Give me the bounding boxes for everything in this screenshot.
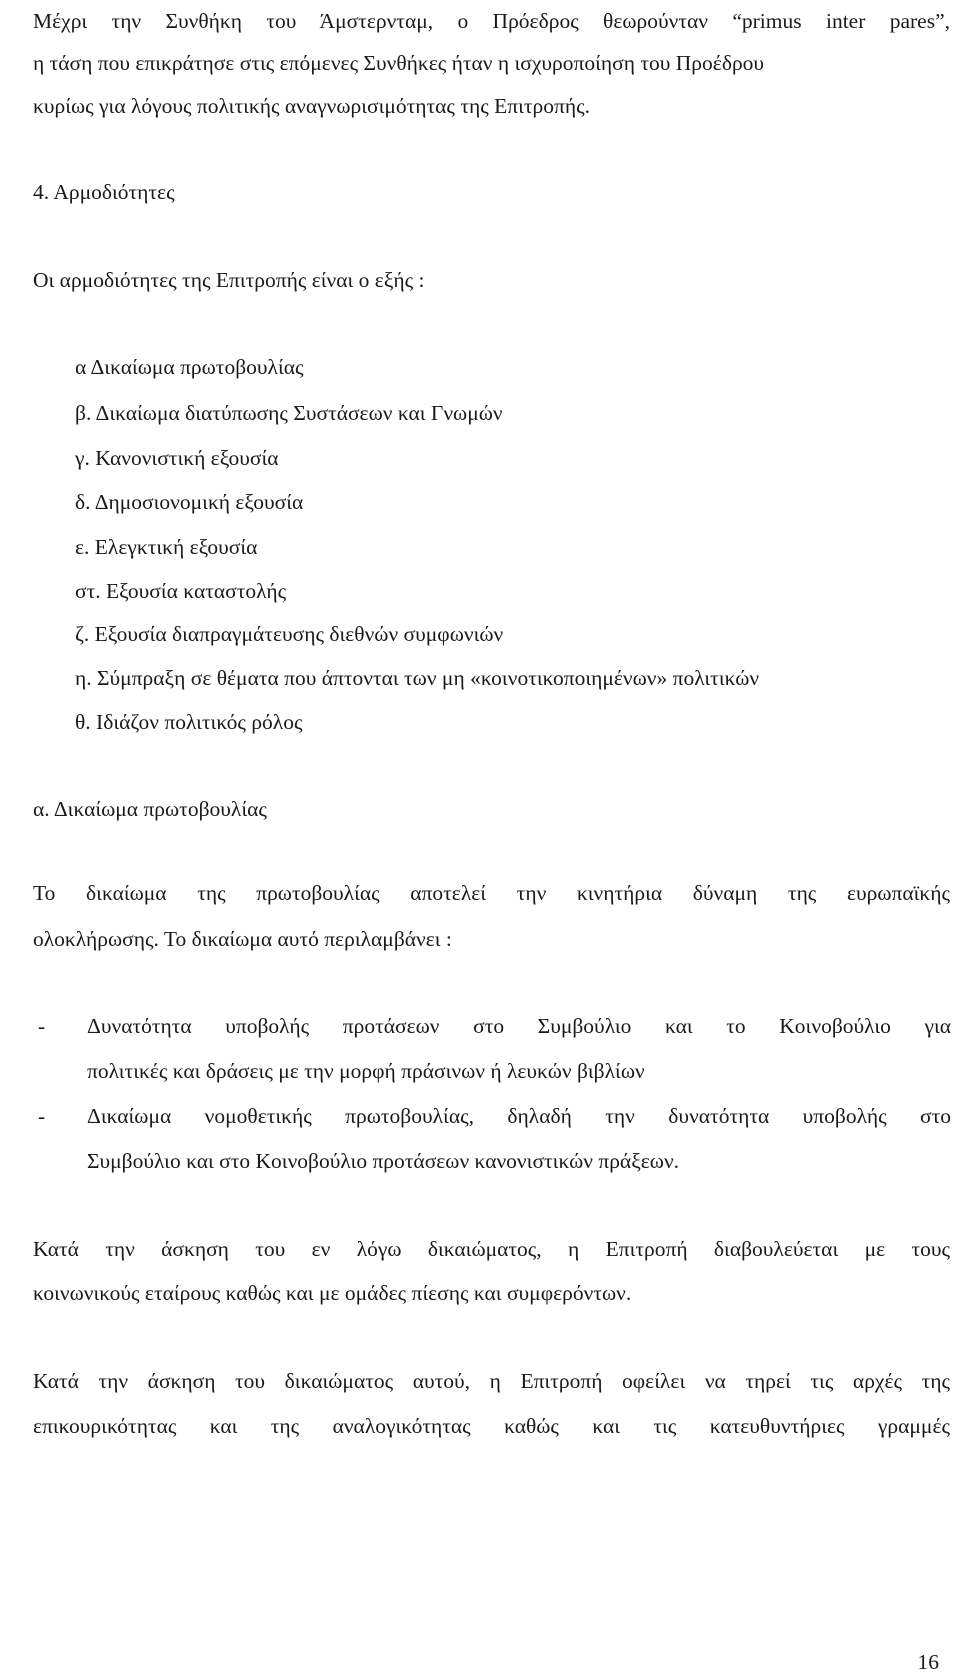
intro-line-2: η τάση που επικράτησε στις επόμενες Συνθήκες ήταν η ισχυροποίηση του Προέδρου xyxy=(33,51,765,75)
list-item: στ. Εξουσία καταστολής xyxy=(75,579,287,603)
section-heading: 4. Αρμοδιότητες xyxy=(33,180,175,204)
bullet-2-line-2: Συμβούλιο και στο Κοινοβούλιο προτάσεων κανονιστικών πράξεων. xyxy=(87,1149,680,1173)
page-number: 16 xyxy=(917,1650,939,1674)
list-item: ε. Ελεγκτική εξουσία xyxy=(75,535,258,559)
list-item: γ. Κανονιστική εξουσία xyxy=(75,446,279,470)
bullet-marker: - xyxy=(38,1104,46,1128)
subsection-heading: α. Δικαίωμα πρωτοβουλίας xyxy=(33,797,267,821)
competences-intro: Οι αρμοδιότητες της Επιτροπής είναι ο εξής : xyxy=(33,268,425,292)
bullet-marker: - xyxy=(38,1014,46,1038)
paragraph-2-line-2: κοινωνικούς εταίρους καθώς και με ομάδες πίεσης και συμφερόντων. xyxy=(33,1281,632,1305)
paragraph-3-line-2: επικουρικότητας και της αναλογικότητας καθώς και τις κατευθυντήριες γραμμές xyxy=(33,1414,950,1438)
bullet-1-line-2: πολιτικές και δράσεις με την μορφή πράσινων ή λευκών βιβλίων xyxy=(87,1059,645,1083)
list-item: β. Δικαίωμα διατύπωσης Συστάσεων και Γνωμών xyxy=(75,401,503,425)
intro-line-3: κυρίως για λόγους πολιτικής αναγνωρισιμότητας της Επιτροπής. xyxy=(33,94,590,118)
list-item: θ. Ιδιάζον πολιτικός ρόλος xyxy=(75,710,303,734)
list-item: ζ. Εξουσία διαπραγμάτευσης διεθνών συμφωνιών xyxy=(75,622,504,646)
list-item: η. Σύμπραξη σε θέματα που άπτονται των μη «κοινοτικοποιημένων» πολιτικών xyxy=(75,666,760,690)
list-item: δ. Δημοσιονομική εξουσία xyxy=(75,490,304,514)
bullet-2-line-1: Δικαίωμα νομοθετικής πρωτοβουλίας, δηλαδή την δυνατότητα υποβολής στο xyxy=(87,1104,951,1128)
list-item: α Δικαίωμα πρωτοβουλίας xyxy=(75,355,304,379)
intro-line-1: Μέχρι την Συνθήκη του Άμστερνταμ, ο Πρόεδρος θεωρούνταν “primus inter pares”, xyxy=(33,9,950,33)
paragraph-3-line-1: Κατά την άσκηση του δικαιώματος αυτού, η Επιτροπή οφείλει να τηρεί τις αρχές της xyxy=(33,1369,950,1393)
paragraph-1-line-1: Το δικαίωμα της πρωτοβουλίας αποτελεί την κινητήρια δύναμη της ευρωπαϊκής xyxy=(33,881,950,905)
paragraph-1-line-2: ολοκλήρωσης. Το δικαίωμα αυτό περιλαμβάνει : xyxy=(33,927,452,951)
bullet-1-line-1: Δυνατότητα υποβολής προτάσεων στο Συμβούλιο και το Κοινοβούλιο για xyxy=(87,1014,951,1038)
paragraph-2-line-1: Κατά την άσκηση του εν λόγω δικαιώματος, η Επιτροπή διαβουλεύεται με τους xyxy=(33,1237,950,1261)
